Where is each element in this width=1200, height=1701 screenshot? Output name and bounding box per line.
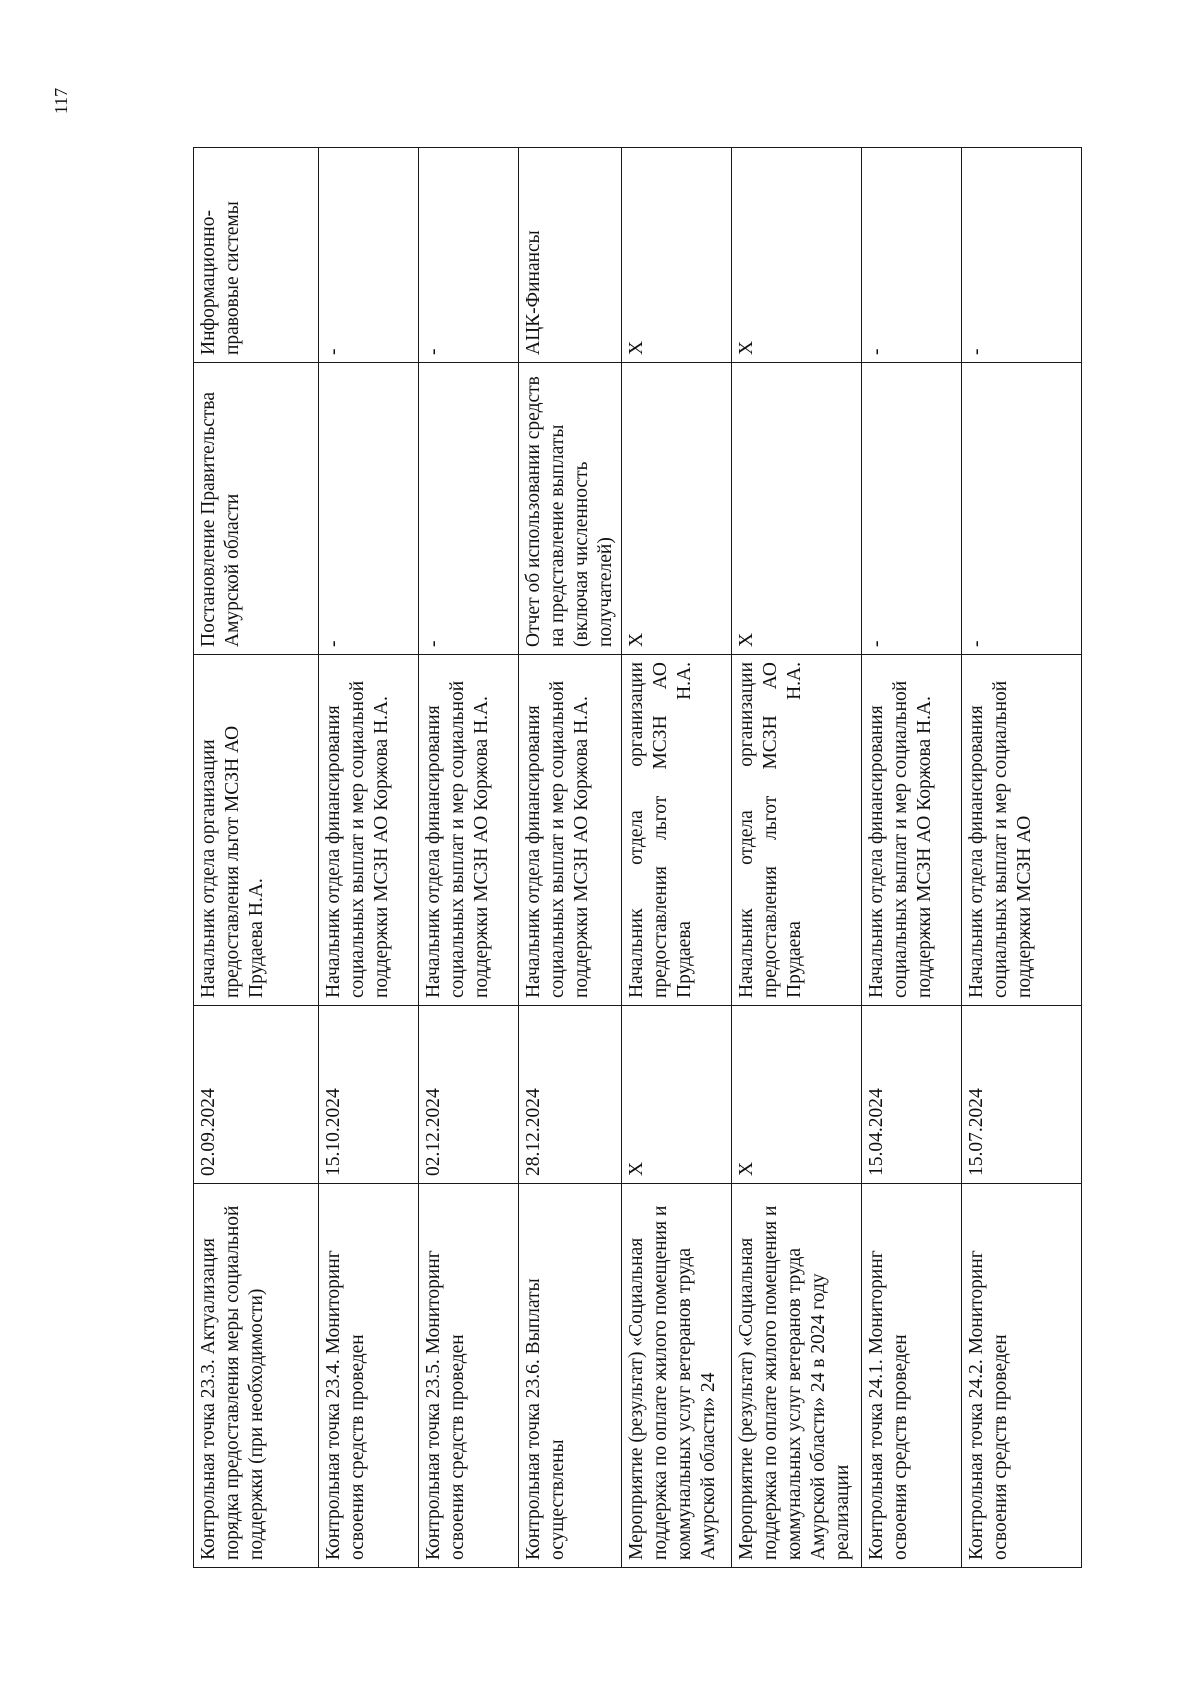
- cell-event: Контрольная точка 23.3. Актуализация порядка предоставления меры социальной поддержки (при необходимости): [194, 1184, 319, 1568]
- cell-event: Контрольная точка 24.2. Мониторинг освоения средств проведен: [962, 1184, 1082, 1568]
- cell-document: -: [862, 363, 962, 655]
- cell-responsible: Начальник отдела финансирования социальных выплат и мер социальной поддержки МСЗН АО: [962, 655, 1082, 1006]
- table-row: [732, 148, 862, 1568]
- cell-system: Информационно-правовые системы: [194, 148, 319, 363]
- cell-responsible: Начальник отдела финансирования социальных выплат и мер социальной поддержки МСЗН АО Коржова Н.А.: [519, 655, 622, 1006]
- cell-responsible: Начальник отдела финансирования социальных выплат и мер социальной поддержки МСЗН АО Коржова Н.А.: [319, 655, 419, 1006]
- cell-responsible: Начальник отдела организации предоставления льгот МСЗН АО Прудаева Н.А.: [194, 655, 319, 1006]
- cell-responsible: Начальник отдела финансирования социальных выплат и мер социальной поддержки МСЗН АО Коржова Н.А.: [419, 655, 519, 1006]
- table-row: [862, 148, 962, 1568]
- cell-document: Отчет об использовании средств на представление выплаты (включая численность получателей): [519, 363, 622, 655]
- cell-event: Мероприятие (результат) «Социальная поддержка по оплате жилого помещения и коммунальных услуг ветеранов труда Амурской области» 24: [622, 1184, 732, 1568]
- cell-event: Контрольная точка 24.1. Мониторинг освоения средств проведен: [862, 1184, 962, 1568]
- cell-system: X: [732, 148, 862, 363]
- cell-document: X: [732, 363, 862, 655]
- cell-document: Постановление Правительства Амурской области: [194, 363, 319, 655]
- cell-system: X: [622, 148, 732, 363]
- table-row: [622, 148, 732, 1568]
- cell-system: -: [862, 148, 962, 363]
- table-row: [962, 148, 1082, 1568]
- cell-date: X: [732, 1006, 862, 1184]
- cell-responsible: Начальник отдела организации предоставления льгот МСЗН АО Прудаева Н.А.: [732, 655, 862, 1006]
- cell-document: -: [419, 363, 519, 655]
- cell-event: Контрольная точка 23.5. Мониторинг освоения средств проведен: [419, 1184, 519, 1568]
- cell-date: 15.10.2024: [319, 1006, 419, 1184]
- cell-document: X: [622, 363, 732, 655]
- table-row: [194, 148, 319, 1568]
- cell-event: Контрольная точка 23.6. Выплаты осуществлены: [519, 1184, 622, 1568]
- cell-responsible: Начальник отдела финансирования социальных выплат и мер социальной поддержки МСЗН АО Коржова Н.А.: [862, 655, 962, 1006]
- cell-system: -: [419, 148, 519, 363]
- table-row: [419, 148, 519, 1568]
- table-row: [319, 148, 419, 1568]
- cell-date: 02.12.2024: [419, 1006, 519, 1184]
- cell-date: 02.09.2024: [194, 1006, 319, 1184]
- cell-document: -: [962, 363, 1082, 655]
- cell-responsible: Начальник отдела организации предоставления льгот МСЗН АО Прудаева Н.А.: [622, 655, 732, 1006]
- table-row: [519, 148, 622, 1568]
- cell-date: 15.07.2024: [962, 1006, 1082, 1184]
- cell-system: -: [319, 148, 419, 363]
- rotated-table-container: [193, 148, 1078, 1568]
- cell-event: Мероприятие (результат) «Социальная поддержка по оплате жилого помещения и коммунальных услуг ветеранов труда Амурской области» 24 в 2024 году реализации: [732, 1184, 862, 1568]
- cell-date: 28.12.2024: [519, 1006, 622, 1184]
- cell-system: -: [962, 148, 1082, 363]
- cell-system: АЦК-Финансы: [519, 148, 622, 363]
- cell-document: -: [319, 363, 419, 655]
- cell-event: Контрольная точка 23.4. Мониторинг освоения средств проведен: [319, 1184, 419, 1568]
- page-number: 117: [51, 87, 71, 115]
- control-points-table: [193, 147, 1082, 1568]
- cell-date: 15.04.2024: [862, 1006, 962, 1184]
- cell-date: X: [622, 1006, 732, 1184]
